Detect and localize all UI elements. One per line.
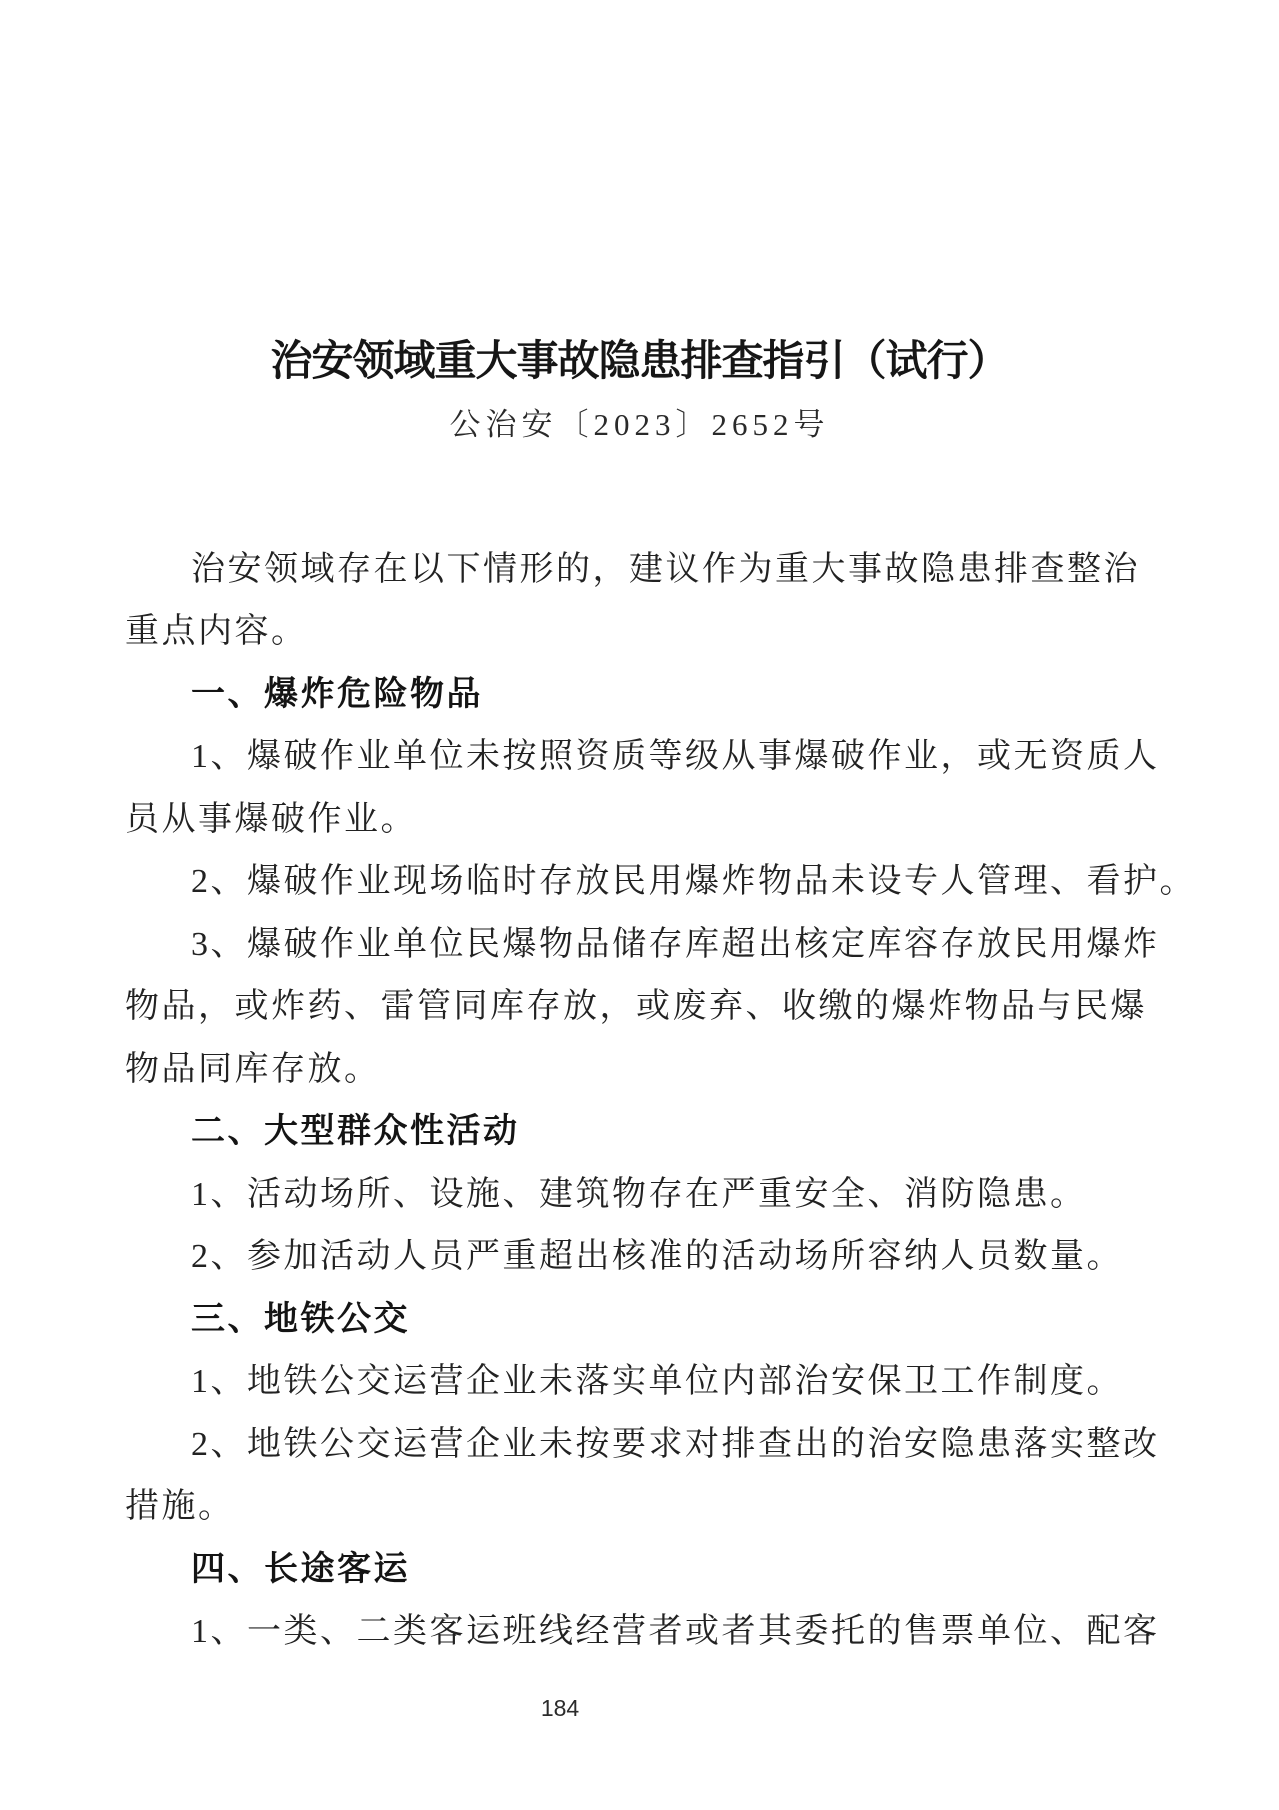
document-line: 员从事爆破作业。	[125, 800, 417, 838]
document-line: 重点内容。	[125, 613, 308, 651]
document-body	[125, 534, 1196, 1659]
document-line: 1、活动场所、设施、建筑物存在严重安全、消防隐患。	[191, 1175, 1087, 1213]
document-line: 2、地铁公交运营企业未按要求对排查出的治安隐患落实整改	[191, 1425, 1160, 1463]
section-heading: 一、爆炸危险物品	[191, 674, 483, 713]
document-line: 1、地铁公交运营企业未落实单位内部治安保卫工作制度。	[191, 1363, 1123, 1401]
document-line: 物品同库存放。	[125, 1050, 381, 1088]
section-heading: 四、长途客运	[191, 1549, 410, 1588]
document-line: 2、爆破作业现场临时存放民用爆炸物品未设专人管理、看护。	[191, 863, 1196, 901]
document-line: 措施。	[125, 1488, 235, 1526]
document-title: 治安领域重大事故隐患排查指引（试行）	[270, 337, 1009, 384]
section-heading: 三、地铁公交	[191, 1299, 410, 1338]
section-heading: 二、大型群众性活动	[191, 1112, 520, 1151]
document-line: 3、爆破作业单位民爆物品储存库超出核定库容存放民用爆炸	[191, 925, 1160, 963]
document-line: 1、一类、二类客运班线经营者或者其委托的售票单位、配客	[191, 1613, 1160, 1651]
document-line: 1、爆破作业单位未按照资质等级从事爆破作业，或无资质人	[191, 738, 1160, 776]
document-number: 公治安〔2023〕2652号	[449, 407, 830, 442]
document-line: 物品，或炸药、雷管同库存放，或废弃、收缴的爆炸物品与民爆	[125, 988, 1147, 1026]
document-line: 2、参加活动人员严重超出核准的活动场所容纳人员数量。	[191, 1238, 1123, 1276]
document-line: 治安领域存在以下情形的，建议作为重大事故隐患排查整治	[191, 550, 1140, 588]
page-number: 184	[540, 1695, 580, 1721]
